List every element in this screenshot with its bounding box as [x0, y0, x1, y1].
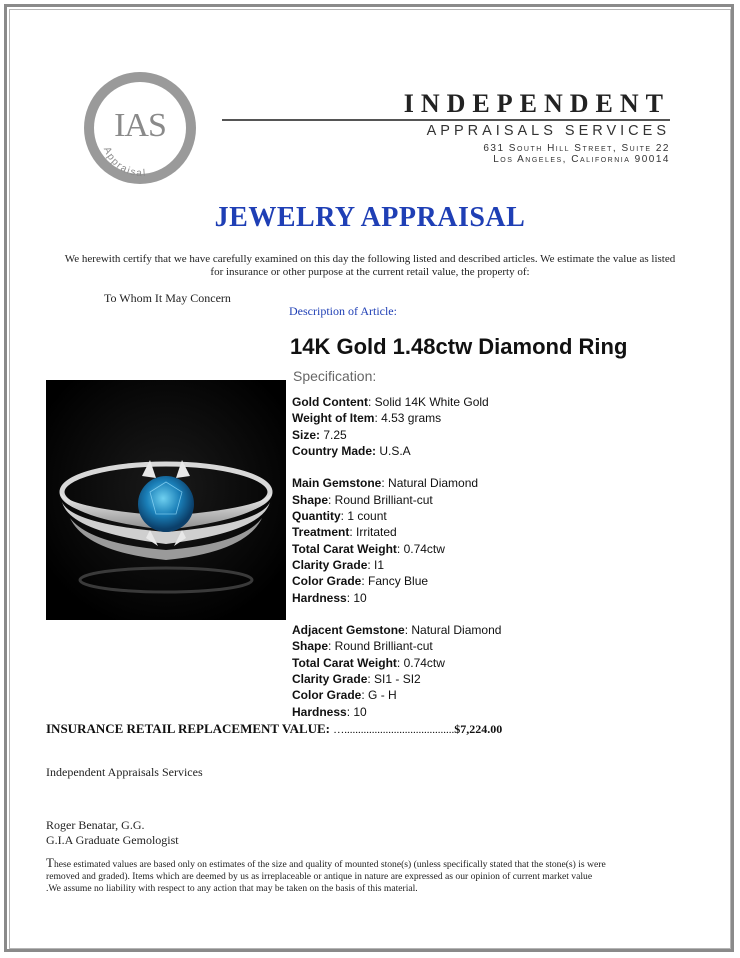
address-line-2: Los Angeles, California 90014	[493, 154, 670, 165]
recipient: To Whom It May Concern	[104, 291, 231, 305]
spec-row: Total Carat Weight: 0.74ctw	[292, 541, 445, 556]
address-line-1: 631 South Hill Street, Suite 22	[483, 143, 670, 154]
signer-name: Roger Benatar, G.G.	[46, 818, 145, 832]
spec-row: Color Grade: G - H	[292, 688, 397, 703]
spec-row: Gold Content: Solid 14K White Gold	[292, 395, 489, 409]
company-subtitle: APPRAISALS SERVICES	[426, 123, 670, 139]
item-title: 14K Gold 1.48ctw Diamond Ring	[290, 334, 628, 359]
spec-row: Treatment: Irritated	[292, 525, 397, 540]
spec-row: Color Grade: Fancy Blue	[292, 574, 429, 589]
spec-row: Hardness: 10	[292, 704, 367, 719]
spec-row: Total Carat Weight: 0.74ctw	[292, 655, 445, 670]
description-label: Description of Article:	[289, 304, 397, 318]
footer-company: Independent Appraisals Services	[46, 765, 203, 779]
blue-diamond	[138, 476, 194, 532]
company-header	[222, 89, 670, 165]
spec-row: Clarity Grade: SI1 - SI2	[292, 672, 421, 687]
specifications-list	[292, 394, 501, 720]
spec-row: Adjacent Gemstone: Natural Diamond	[292, 623, 502, 638]
spec-row: Weight of Item: 4.53 grams	[292, 411, 442, 426]
insurance-label: INSURANCE RETAIL REPLACEMENT VALUE:	[46, 721, 331, 736]
spec-row: Shape: Round Brilliant-cut	[292, 492, 433, 507]
company-name: INDEPENDENT	[403, 89, 670, 118]
specification-label: Specification:	[293, 368, 377, 384]
spec-row: Hardness: 10	[292, 590, 367, 605]
leader-dots: …........................................	[333, 724, 455, 736]
header-divider	[222, 119, 670, 121]
logo-letters: IAS	[114, 107, 166, 144]
insurance-value-line	[46, 721, 502, 737]
spec-row: Size: 7.25	[292, 427, 347, 442]
disclaimer: These estimated values are based only on estimates of the size and quality of mounted stone(s) (unless specifically stated that the stone(s) is were removed and graded). Items which are deemed by us as irreplaceable or antique in nature are expressed as our opinion of current market value .We assume no liability with respect to any action that may be taken on the basis of this material.	[46, 855, 606, 894]
spec-row: Shape: Round Brilliant-cut	[292, 639, 433, 654]
ring-photo	[46, 380, 286, 620]
certification-text: We herewith certify that we have carefully examined on this day the following listed and described articles. We estimate the value as listed for insurance or other purpose at the current retail value, the property of:	[64, 253, 676, 278]
spec-row: Clarity Grade: I1	[292, 557, 385, 572]
ias-logo	[80, 68, 200, 188]
insurance-amount: $7,224.00	[454, 722, 503, 736]
logo-subtext: Appraisal	[100, 145, 148, 180]
spec-row: Country Made: U.S.A	[292, 443, 411, 458]
spec-row: Main Gemstone: Natural Diamond	[292, 476, 479, 491]
document-title: JEWELRY APPRAISAL	[214, 202, 526, 233]
signer-title: G.I.A Graduate Gemologist	[46, 833, 179, 847]
spec-row: Quantity: 1 count	[292, 509, 387, 524]
